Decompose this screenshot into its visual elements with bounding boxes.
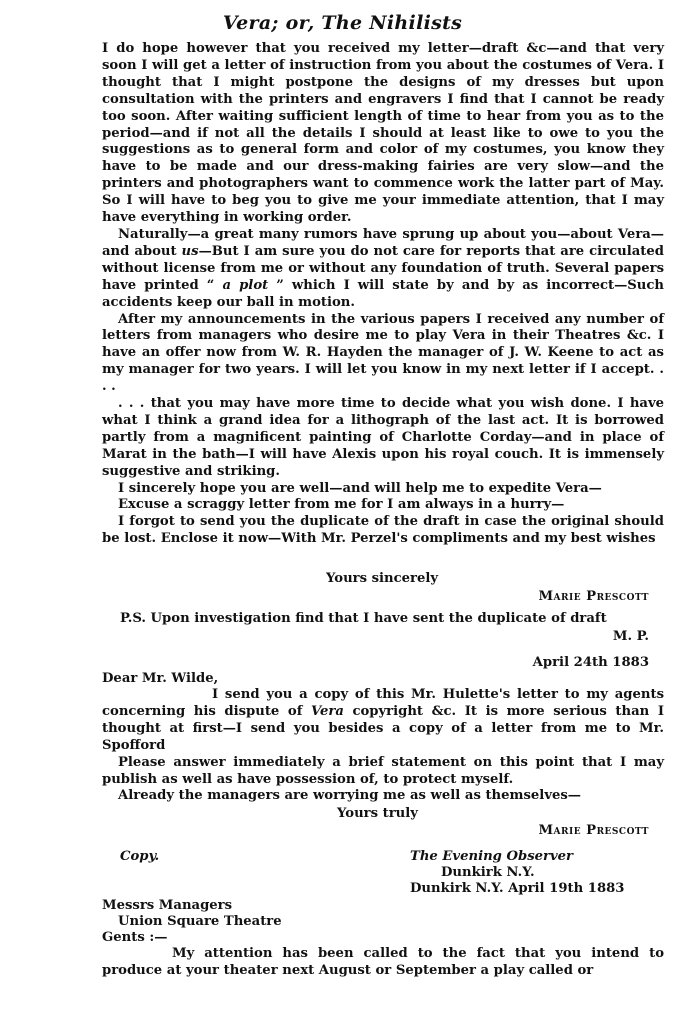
page-title: Vera; or, The Nihilists — [222, 12, 463, 34]
paragraph-2-text-a: Naturally—a great many rumors have sprung up about you—about Vera—and about — [102, 226, 664, 259]
letter-2-paragraph-2: Please answer immediately a brief statement on this point that I may publish as well as have possession of, to protect myself. — [102, 754, 664, 787]
letter-1-paragraph-7: I forgot to send you the duplicate of the draft in case the original should be lost. Enclose it now—With Mr. Perzel's compliments and my best wishes — [102, 514, 664, 547]
copy-dateline: Dunkirk N.Y. April 19th 1883 — [410, 881, 625, 896]
letter-1-body — [102, 41, 664, 548]
letter-2-paragraph-1 — [102, 687, 664, 755]
letter-1-paragraph-5: I sincerely hope you are well—and will help me to expedite Vera— — [118, 480, 602, 496]
newspaper-name: The Evening Observer — [410, 849, 573, 864]
newspaper-place: Dunkirk N.Y. — [441, 865, 535, 880]
emphasis-us: us — [181, 243, 199, 259]
paragraph-2-text-b: —But I am sure you do not care for reports that are circulated without license from me or without any foundation of truth. Several papers have printed “ — [102, 243, 665, 293]
postscript-initials: M. P. — [612, 629, 649, 644]
letter-1-paragraph-6: Excuse a scraggy letter from me for I am always in a hurry— — [118, 497, 565, 513]
emphasis-a-plot: a plot — [222, 277, 269, 293]
letter-2-signature: Marie Prescott — [538, 823, 649, 838]
addressee-line-2: Union Square Theatre — [118, 914, 282, 929]
emphasis-vera: Vera — [310, 703, 344, 719]
copy-body — [102, 946, 664, 980]
letter-1-paragraph-4: . . . that you may have more time to decide what you wish done. I have what I think a grand idea for a lithograph of the last act. It is borrowed partly from a magnificent painting of Charlotte Corday—and in place of Marat in the bath—I will have Alexis upon his royal couch. It is immensely suggestive and striking. — [102, 396, 664, 479]
addressee-line-1: Messrs Managers — [102, 898, 233, 913]
copy-label: Copy. — [120, 849, 160, 864]
letter-1-signature: Marie Prescott — [538, 589, 649, 604]
copy-greeting: Gents :— — [102, 930, 168, 945]
letter-2-closing: Yours truly — [337, 806, 418, 821]
paragraph-2-text-c: ” which I will state by and by as incorrect—Such accidents keep our ball in motion. — [102, 277, 664, 310]
letter-1-paragraph-1: I do hope however that you received my letter—draft &c—and that very soon I will get a letter of instruction from you about the costumes of Vera. I thought that I might postpone the designs of my dresses but upon consultation with the printers and engravers I find that I cannot be ready too soon. After waiting sufficient length of time to hear from you as to the period—and if not all the details I should at least like to owe to you the suggestions as to general form and color of my costumes, you know they have to be made and our dress-making fairies are very slow—and the printers and photographers want to commence work the latter part of May. So I will have to beg you to give me your immediate attention, that I may have everything in working order. — [102, 41, 664, 226]
letter-2-paragraph-1-text-b: copyright &c. It is more serious than I thought at first—I send you besides a copy of a letter from me to Mr. Spofford — [102, 703, 664, 753]
letter-2-paragraph-3: Already the managers are worrying me as well as themselves— — [118, 788, 581, 804]
letter-1-paragraph-2 — [102, 227, 664, 312]
letter-1-paragraph-3: After my announcements in the various papers I received any number of letters from managers who desire me to play Vera in their Theatres &c. I have an offer now from W. R. Hayden the manager of J. W. Keene to act as my manager for two years. I will let you know in my next letter if I accept. . . . — [102, 311, 664, 395]
letter-1-closing: Yours sincerely — [326, 571, 439, 586]
letter-2-paragraph-1-text-a: I send you a copy of this Mr. Hulette's letter to my agents concerning his dispute of — [102, 687, 664, 719]
letter-2-date: April 24th 1883 — [532, 655, 649, 670]
letter-2-salutation: Dear Mr. Wilde, — [102, 671, 219, 686]
letter-2-body — [102, 687, 664, 805]
postscript: P.S. Upon investigation find that I have sent the duplicate of draft — [120, 611, 607, 626]
copy-body-paragraph: My attention has been called to the fact that you intend to produce at your theater next August or September a play called or — [102, 946, 664, 978]
